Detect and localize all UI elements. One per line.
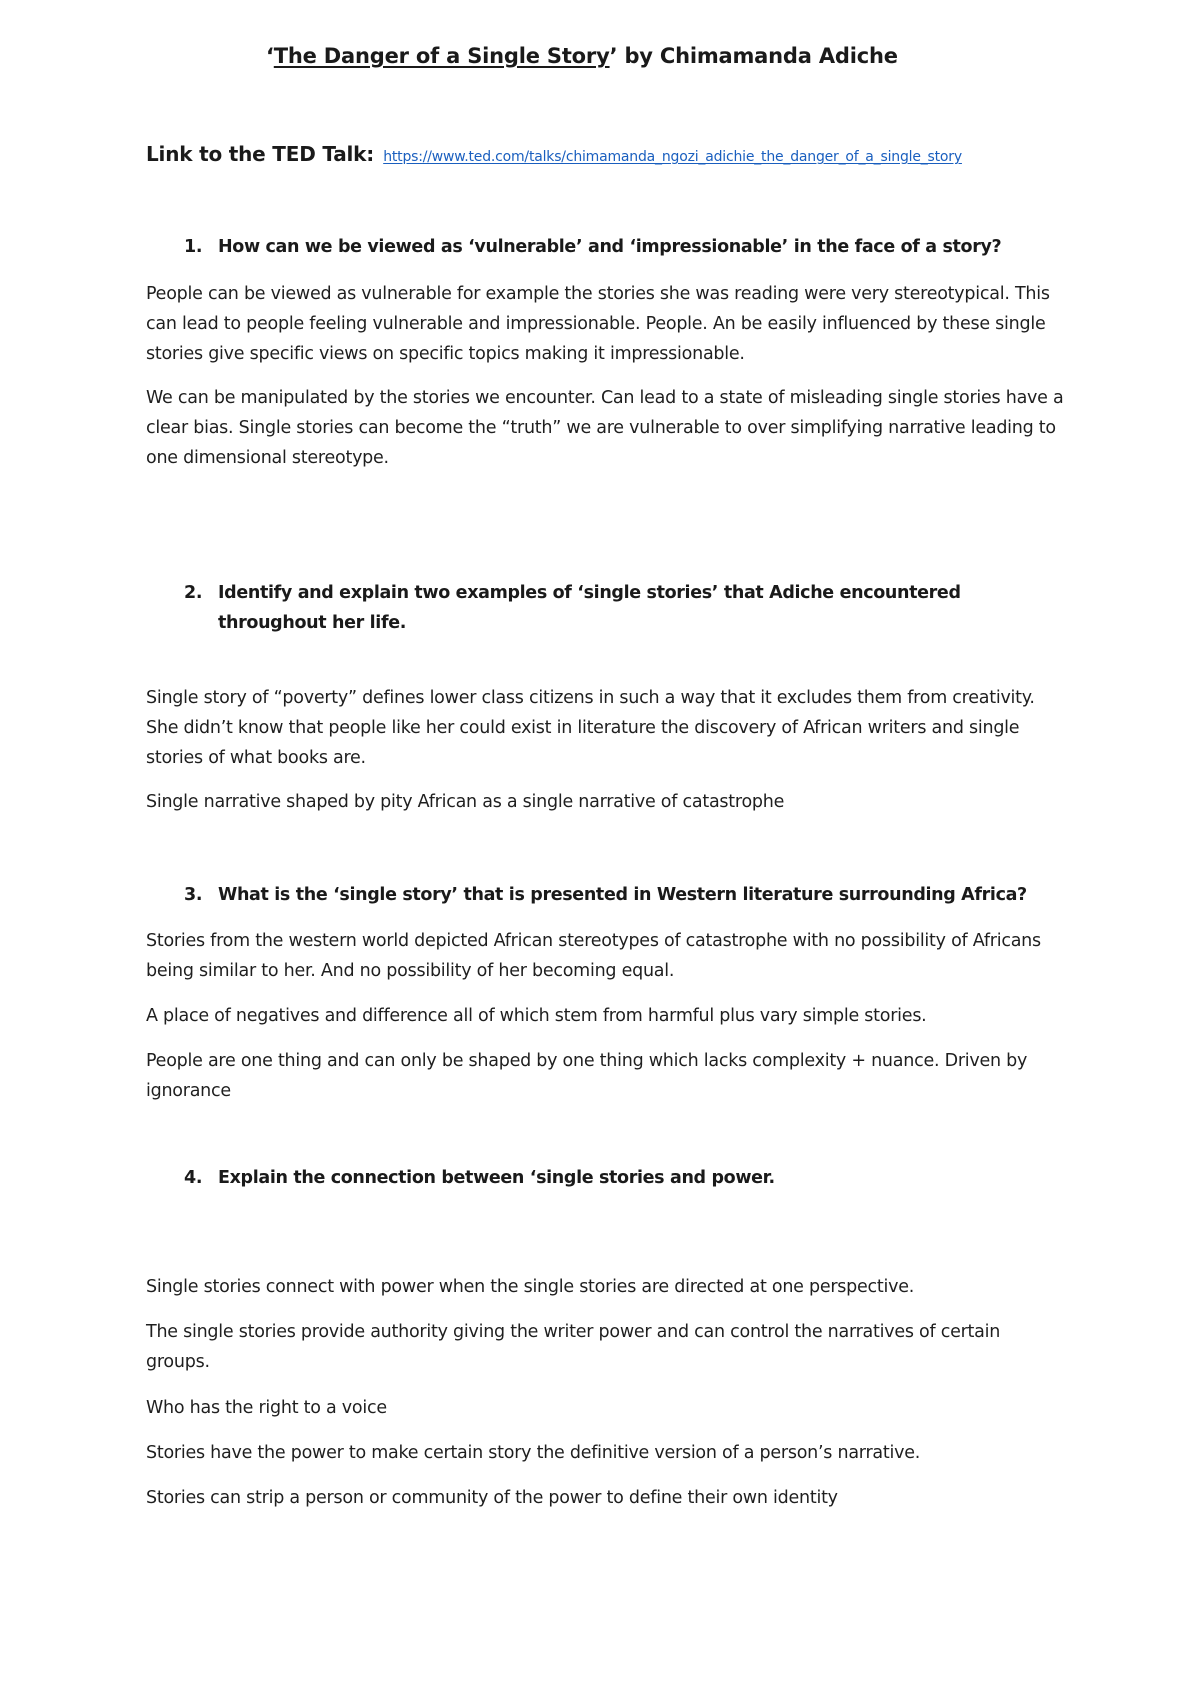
answer-paragraph: Stories can strip a person or community of the power to define their own identity [146,1488,838,1508]
answer-paragraph: People can be viewed as vulnerable for example the stories she was reading were very stereotypical. This can lead to people feeling vulnerable and impressionable. People. An be easily influenced by these single stories give specific views on specific topics making it impressionable. [146,284,1050,364]
question-text: Explain the connection between ‘single stories and power. [218,1168,775,1188]
title-author-part: by Chimamanda Adiche [617,44,898,68]
question-2 [146,578,1056,638]
question-3 [146,880,1056,910]
question-number: 3. [184,885,203,905]
question-text: How can we be viewed as ‘vulnerable’ and ‘impressionable’ in the face of a story? [218,237,1002,257]
document-title: ‘The Danger of a Single Story’ by Chimamanda Adiche [266,44,898,68]
answer-paragraph: Single narrative shaped by pity African as a single narrative of catastrophe [146,792,785,812]
answer-paragraph: We can be manipulated by the stories we encounter. Can lead to a state of misleading single stories have a clear bias. Single stories can become the “truth” we are vulnerable to over simplifying narrative leading to one dimensional stereotype. [146,388,1064,468]
question-number: 1. [184,237,203,257]
question-number: 2. [184,583,203,603]
answer-paragraph: Single story of “poverty” defines lower class citizens in such a way that it excludes them from creativity. She didn’t know that people like her could exist in literature the discovery of African writers and single stories of what books are. [146,688,1035,768]
answer-paragraph: Single stories connect with power when the single stories are directed at one perspective. [146,1277,915,1297]
ted-talk-link[interactable]: https://www.ted.com/talks/chimamanda_ngozi_adichie_the_danger_of_a_single_story [383,149,962,165]
answer-paragraph: Stories from the western world depicted African stereotypes of catastrophe with no possibility of Africans being similar to her. And no possibility of her becoming equal. [146,931,1041,981]
answer-paragraph: People are one thing and can only be shaped by one thing which lacks complexity + nuance. Driven by ignorance [146,1051,1028,1101]
answer-paragraph: The single stories provide authority giving the writer power and can control the narratives of certain groups. [146,1322,1001,1372]
ted-link-line [146,142,962,166]
answer-paragraph: Who has the right to a voice [146,1398,387,1418]
question-text: What is the ‘single story’ that is presented in Western literature surrounding Africa? [218,885,1027,905]
title-quoted-part: The Danger of a Single Story [273,44,610,68]
question-4 [146,1163,1056,1193]
question-1 [146,232,1056,262]
question-number: 4. [184,1168,203,1188]
answer-paragraph: A place of negatives and difference all of which stem from harmful plus vary simple stories. [146,1006,927,1026]
ted-link-label: Link to the TED Talk: [146,142,375,166]
question-text: Identify and explain two examples of ‘single stories’ that Adiche encountered throughout her life. [218,583,961,633]
answer-paragraph: Stories have the power to make certain story the definitive version of a person’s narrative. [146,1443,921,1463]
